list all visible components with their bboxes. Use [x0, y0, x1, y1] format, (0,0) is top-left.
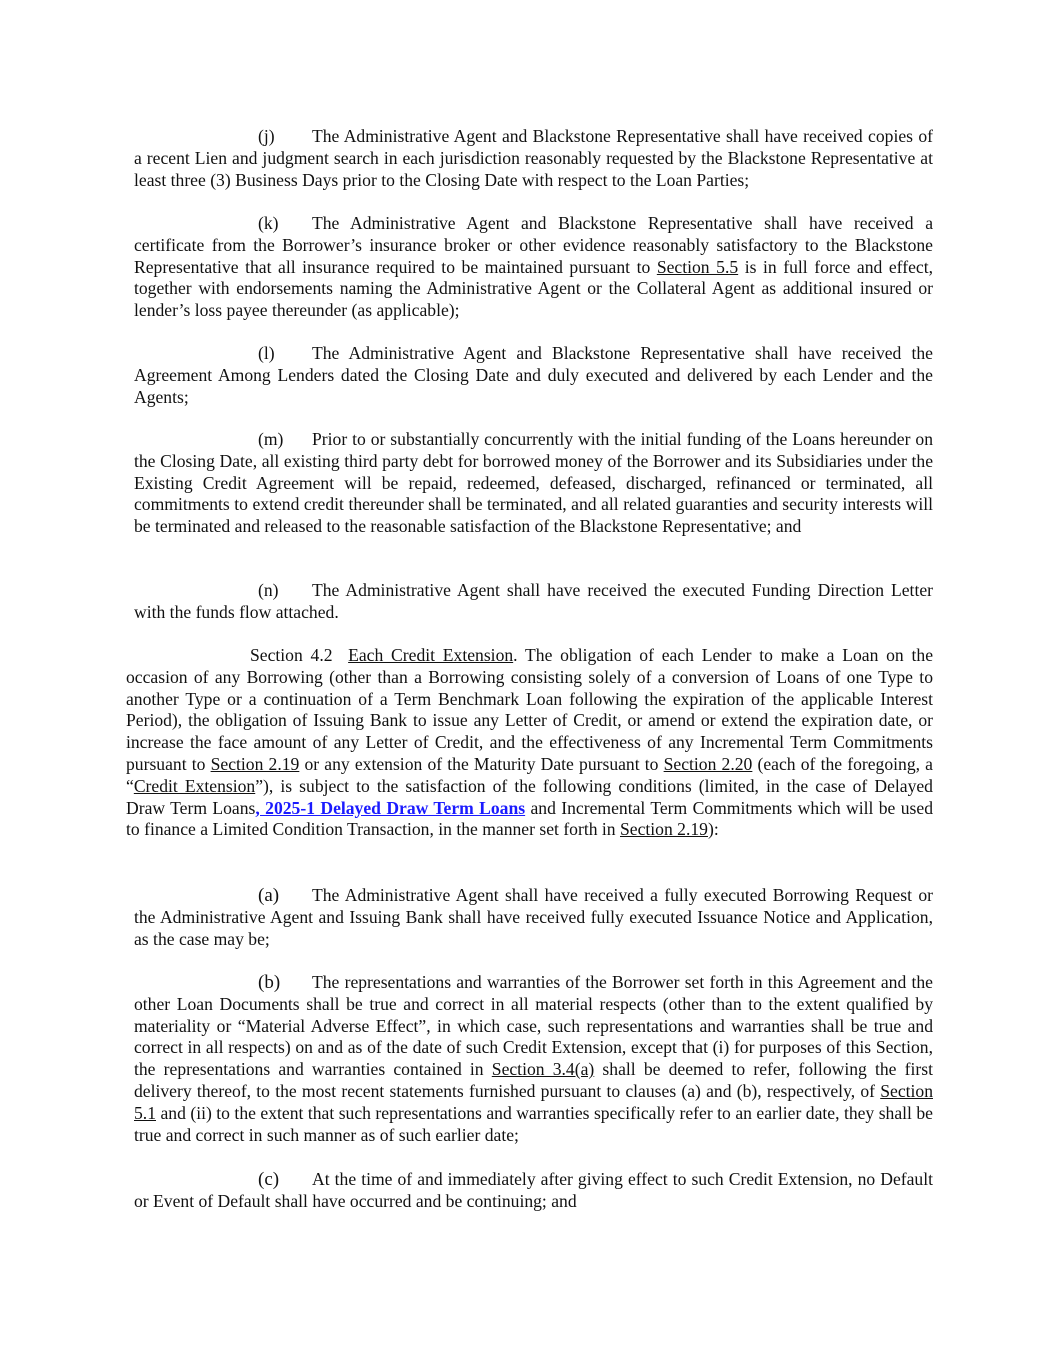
paragraph-j: [134, 126, 933, 191]
clause-text: The representations and warranties of the Borrower set forth in this Agreement and the other Loan Documents shall be true and correct in all material respects (other than to the extent qualified by materiality or “Material Adverse Effect”, in which case, such representations and warranties shall be true and correct in all respects) on and as of the date of such Credit Extension, except that (i) for purposes of this Section, the representations and warranties contained in: [134, 972, 933, 1080]
section-text: (each of the foregoing, a “: [126, 753, 933, 796]
clause-label: (l): [258, 343, 275, 363]
section-text: and Incremental Term Commitments which will be used to finance a Limited Condition Transaction, in the manner set forth in: [126, 797, 933, 840]
clause-text: The Administrative Agent shall have received a fully executed Borrowing Request or the Administrative Agent and Issuing Bank shall have received fully executed Issuance Notice and Application, as the case may be;: [134, 885, 933, 949]
section-text: ”), is subject to the satisfaction of the following conditions (limited, in the case of Delayed Draw Term Loans: [126, 775, 933, 818]
section-4-2: [126, 645, 933, 841]
section-text: . The obligation of each Lender to make a Loan on the occasion of any Borrowing (other than a Borrowing consisting solely of a conversion of Loans of one Type to another Type or a continuation of a Term Benchmark Loan following the expiration of the applicable Interest Period), the obligation of Issuing Bank to issue any Letter of Credit, or amend or extend the expiration date, or increase the face amount of any Letter of Credit, and the effectiveness of any Incremental Term Commitments pursuant to: [126, 645, 933, 774]
section-heading: Each Credit Extension: [348, 645, 514, 665]
clause-text: Prior to or substantially concurrently with the initial funding of the Loans hereunder on the Closing Date, all existing third party debt for borrowed money of the Borrower and its Subsidiaries under the Existing Credit Agreement will be repaid, redeemed, defeased, discharged, refinanced or terminated, all commitments to extend credit thereunder shall be terminated, and all related guaranties and security interests will be terminated and released to the reasonable satisfaction of the Blackstone Representative; and: [134, 429, 933, 537]
section-reference: Section 5.1: [134, 1080, 933, 1123]
clause-text: and (ii) to the extent that such representations and warranties specifically refer to an earlier date, they shall be true and correct in such manner as of such earlier date;: [134, 1102, 933, 1145]
clause-text: The Administrative Agent and Blackstone Representative shall have received copies of a recent Lien and judgment search in each jurisdiction reasonably requested by the Blackstone Representative at least three (3) Business Days prior to the Closing Date with respect to the Loan Parties;: [134, 126, 933, 190]
section-reference: Section 2.19: [210, 753, 300, 774]
section-reference: Section 2.20: [663, 753, 753, 774]
section-text: or any extension of the Maturity Date pursuant to: [299, 753, 664, 774]
section-number: Section 4.2: [250, 645, 333, 665]
clause-label: (j): [258, 126, 275, 146]
condition-a: [134, 885, 933, 950]
inserted-text: , 2025-1 Delayed Draw Term Loans: [255, 797, 526, 818]
clause-label: (n): [258, 580, 279, 600]
clause-text: At the time of and immediately after giving effect to such Credit Extension, no Default or Event of Default shall have occurred and be continuing; and: [134, 1169, 933, 1211]
paragraph-l: [134, 343, 933, 408]
clause-label: (b): [258, 972, 281, 993]
clause-text: The Administrative Agent and Blackstone Representative shall have received the Agreement Among Lenders dated the Closing Date and duly executed and delivered by each Lender and the Agents;: [134, 343, 933, 407]
clause-text: is in full force and effect, together with endorsements naming the Administrative Agent or the Collateral Agent as additional insured or lender’s loss payee thereunder (as applicable);: [134, 256, 933, 321]
section-reference: Section 3.4(a): [491, 1059, 595, 1080]
paragraph-k: [134, 213, 933, 322]
section-reference: Section 2.19: [620, 819, 708, 840]
condition-b: [134, 972, 933, 1146]
clause-text: shall be deemed to refer, following the first delivery thereof, to the most recent statements furnished pursuant to clauses (a) and (b), respectively, of: [134, 1059, 933, 1101]
condition-c: [134, 1169, 933, 1213]
clause-label: (c): [258, 1169, 280, 1190]
clause-text: The Administrative Agent shall have received the executed Funding Direction Letter with the funds flow attached.: [134, 580, 933, 622]
paragraph-m: [134, 429, 933, 538]
clause-label: (a): [258, 885, 280, 906]
section-reference: Section 5.5: [656, 256, 739, 277]
defined-term: Credit Extension: [133, 775, 256, 796]
clause-text: The Administrative Agent and Blackstone Representative shall have received a certificate from the Borrower’s insurance broker or other evidence reasonably satisfactory to the Blackstone Representative that all insurance required to be maintained pursuant to: [134, 213, 933, 277]
paragraph-n: [134, 580, 933, 624]
clause-label: (k): [258, 213, 279, 233]
section-text: ):: [707, 819, 719, 840]
clause-label: (m): [258, 429, 284, 449]
